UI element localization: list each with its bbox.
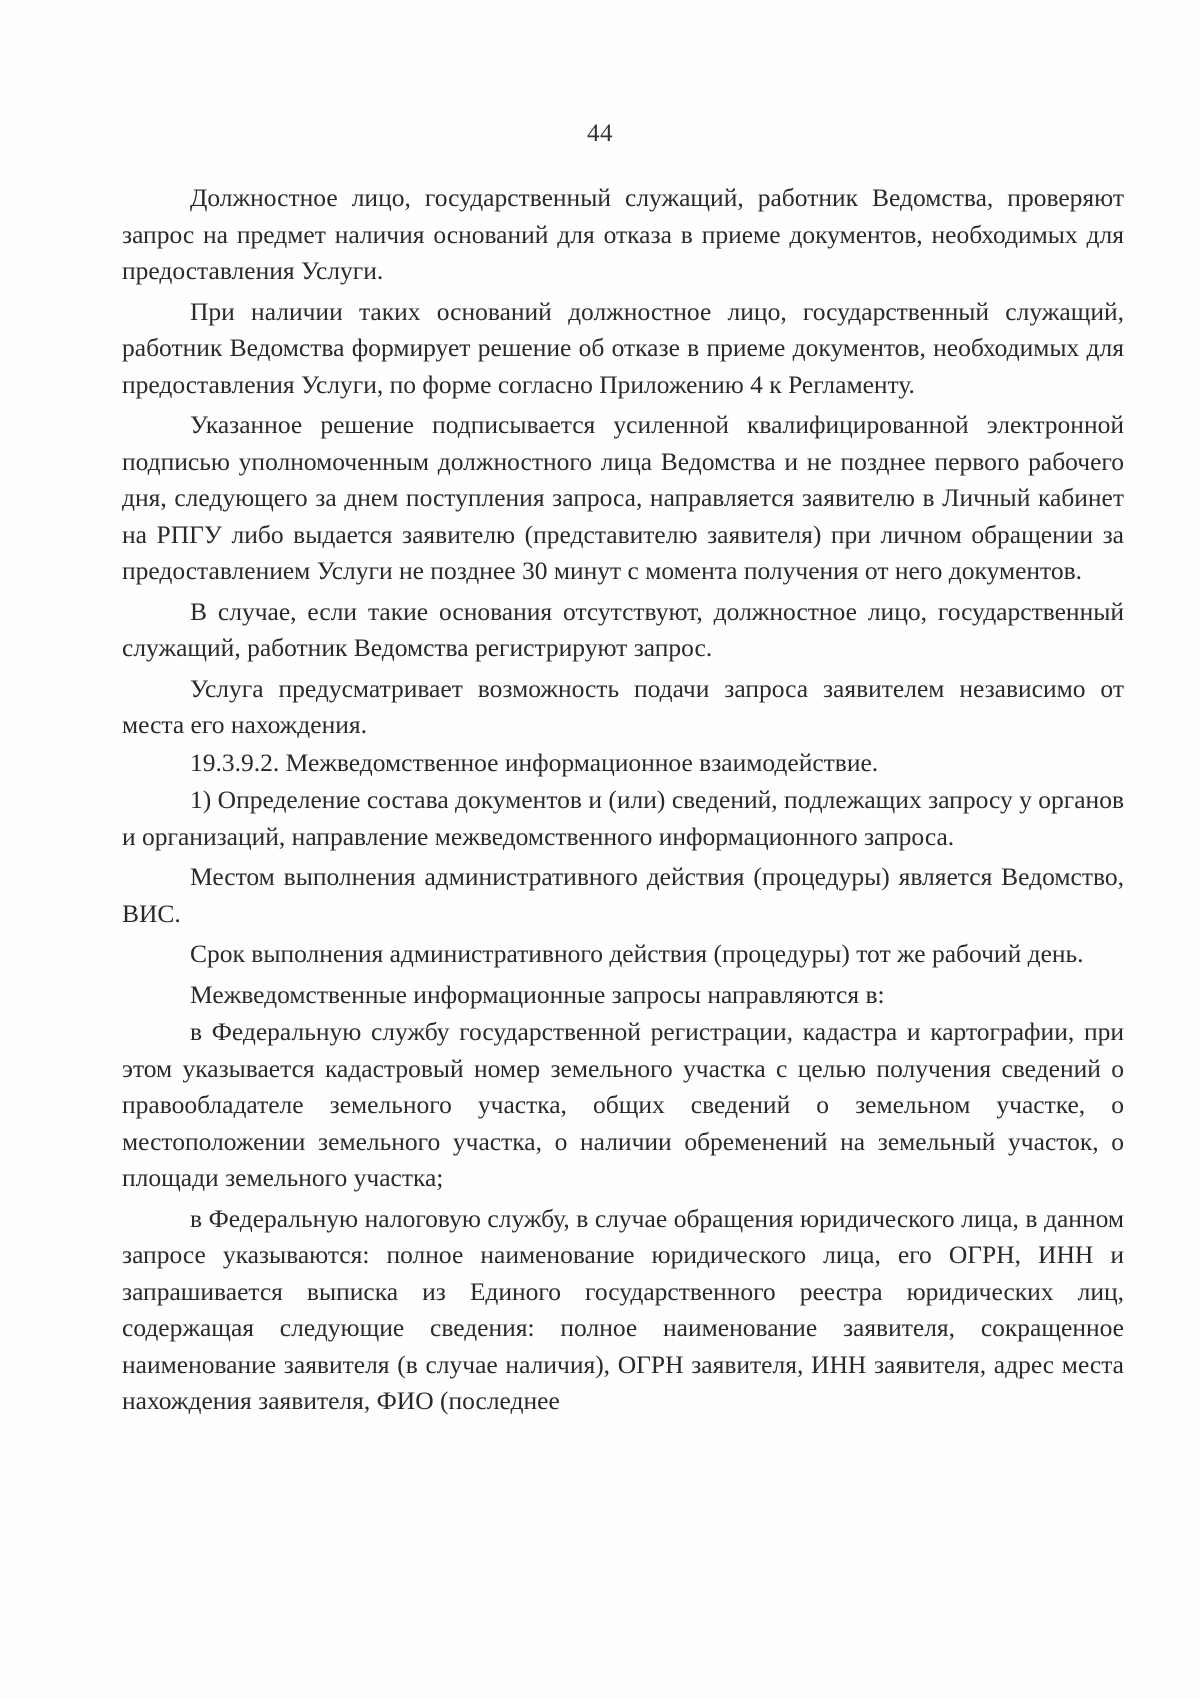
paragraph-refusal-decision: При наличии таких оснований должностное лицо, государственный служащий, работник Ведомства формирует решение об отказе в приеме документов, необходимых для предоставления Услуги, по форме согласно Приложению 4 к Регламенту.	[122, 296, 1124, 399]
section-heading-19-3-9-2: 19.3.9.2. Межведомственное информационное взаимодействие.	[190, 747, 879, 777]
page-number: 44	[587, 120, 613, 147]
paragraph-extraterritorial: Услуга предусматривает возможность подачи запроса заявителем независимо от места его нахождения.	[122, 673, 1124, 739]
paragraph-fns-request: в Федеральную налоговую службу, в случае обращения юридического лица, в данном запросе указываются: полное наименование юридического лица, его ОГРН, ИНН и запрашивается выписка из Единого государственного реестра юридических лиц, содержащая следующие сведения: полное наименование заявителя, сокращенное наименование заявителя (в случае наличия), ОГРН заявителя, ИНН заявителя, адрес места нахождения заявителя, ФИО (последнее	[122, 1203, 1124, 1415]
paragraph-execution-term: Срок выполнения административного действия (процедуры) тот же рабочий день.	[190, 939, 1084, 968]
paragraph-document-composition: 1) Определение состава документов и (или) сведений, подлежащих запросу у органов и организаций, направление межведомственного информационного запроса.	[122, 785, 1124, 851]
paragraph-officer-checks-request: Должностное лицо, государственный служащий, работник Ведомства, проверяют запрос на предмет наличия оснований для отказа в приеме документов, необходимых для предоставления Услуги.	[122, 183, 1124, 285]
paragraph-registration: В случае, если такие основания отсутствуют, должностное лицо, государственный служащий, работник Ведомства регистрируют запрос.	[122, 596, 1124, 662]
document-body	[122, 180, 1124, 1421]
paragraph-decision-signing: Указанное решение подписывается усиленной квалифицированной электронной подписью уполномоченным должностного лица Ведомства и не позднее первого рабочего дня, следующего за днем поступления запроса, направляется заявителю в Личный кабинет на РПГУ либо выдается заявителю (представителю заявителя) при личном обращении за предоставлением Услуги не позднее 30 минут с момента получения от него документов.	[122, 410, 1124, 585]
paragraph-requests-sent-to: Межведомственные информационные запросы направляются в:	[190, 979, 885, 1009]
paragraph-rosreestr-request: в Федеральную службу государственной регистрации, кадастра и картографии, при этом указывается кадастровый номер земельного участка с целью получения сведений о правообладателе земельного участка, общих сведений о земельном участке, о местоположении земельного участка, о наличии обременений на земельный участок, о площади земельного участка;	[122, 1017, 1124, 1192]
paragraph-execution-place: Местом выполнения административного действия (процедуры) является Ведомство, ВИС.	[122, 862, 1124, 928]
